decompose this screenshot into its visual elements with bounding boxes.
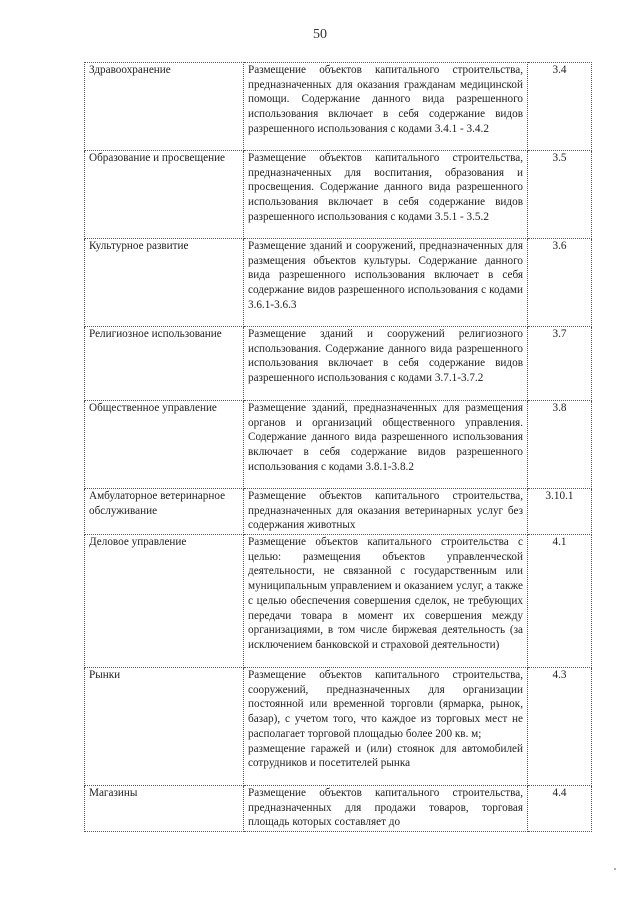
use-code-cell: 4.3 bbox=[528, 668, 592, 786]
use-name-cell: Общественное управление bbox=[85, 401, 244, 489]
table-row bbox=[85, 489, 592, 535]
use-description-cell: Размещение объектов капитального строительства, предназначенных для воспитания, образования и просвещения. Содержание данного вида разрешенного использования включает в себя содержание видов разрешенного использования с кодами 3.5.1 - 3.5.2 bbox=[244, 151, 528, 239]
table-row bbox=[85, 786, 592, 832]
use-code-cell: 4.4 bbox=[528, 786, 592, 832]
table-row bbox=[85, 668, 592, 786]
use-name-cell: Рынки bbox=[85, 668, 244, 786]
use-code-cell: 3.6 bbox=[528, 239, 592, 327]
use-description-cell: Размещение зданий и сооружений, предназначенных для размещения объектов культуры. Содержание данного вида разрешенного использования включает в себя содержание видов разрешенного использования с кодами 3.6.1-3.6.3 bbox=[244, 239, 528, 327]
use-name-cell: Образование и просвещение bbox=[85, 151, 244, 239]
use-name-cell: Здравоохранение bbox=[85, 63, 244, 151]
use-description-cell: Размещение объектов капитального строительства, предназначенных для продажи товаров, торговая площадь которых составляет до bbox=[244, 786, 528, 832]
use-name-cell: Религиозное использование bbox=[85, 327, 244, 401]
scan-speck bbox=[614, 868, 616, 870]
use-description-cell: Размещение объектов капитального строительства, предназначенных для оказания гражданам медицинской помощи. Содержание данного вида разрешенного использования включает в себя содержание видов разрешенного использования с кодами 3.4.1 - 3.4.2 bbox=[244, 63, 528, 151]
use-code-cell: 3.4 bbox=[528, 63, 592, 151]
table-row bbox=[85, 239, 592, 327]
use-description-paragraph: Размещение объектов капитального строительства, сооружений, предназначенных для организации постоянной или временной торговли (ярмарка, рынок, базар), с учетом того, что каждое из торговых мест не располагает торговой площадью более 200 кв. м; bbox=[248, 669, 523, 740]
use-description-paragraph: размещение гаражей и (или) стоянок для автомобилей сотрудников и посетителей рынка bbox=[248, 742, 523, 770]
use-name-cell: Магазины bbox=[85, 786, 244, 832]
use-description-cell: Размещение зданий, предназначенных для размещения органов и организаций общественного управления. Содержание данного вида разрешенного использования включает в себя содержание видов разрешенного использования с кодами 3.8.1-3.8.2 bbox=[244, 401, 528, 489]
use-name-cell: Амбулаторное ветеринарное обслуживание bbox=[85, 489, 244, 535]
page-number: 50 bbox=[313, 27, 327, 42]
table-row bbox=[85, 401, 592, 489]
use-code-cell: 3.10.1 bbox=[528, 489, 592, 535]
table-row bbox=[85, 327, 592, 401]
use-name-cell: Деловое управление bbox=[85, 535, 244, 668]
use-code-cell: 3.7 bbox=[528, 327, 592, 401]
use-code-cell: 3.5 bbox=[528, 151, 592, 239]
use-description-cell bbox=[244, 668, 528, 786]
use-name-cell: Культурное развитие bbox=[85, 239, 244, 327]
table-row bbox=[85, 63, 592, 151]
table-row bbox=[85, 535, 592, 668]
use-code-cell: 3.8 bbox=[528, 401, 592, 489]
use-description-cell: Размещение зданий и сооружений религиозного использования. Содержание данного вида разрешенного использования включает в себя содержание видов разрешенного использования с кодами 3.7.1-3.7.2 bbox=[244, 327, 528, 401]
table-row bbox=[85, 151, 592, 239]
land-use-table bbox=[84, 62, 592, 832]
use-description-cell: Размещение объектов капитального строительства, предназначенных для оказания ветеринарных услуг без содержания животных bbox=[244, 489, 528, 535]
use-description-cell: Размещение объектов капитального строительства с целью: размещения объектов управленческой деятельности, не связанной с государственным или муниципальным управлением и оказанием услуг, а также с целью обеспечения совершения сделок, не требующих передачи товара в момент их совершения между организациями, в том числе биржевая деятельность (за исключением банковской и страховой деятельности) bbox=[244, 535, 528, 668]
use-code-cell: 4.1 bbox=[528, 535, 592, 668]
